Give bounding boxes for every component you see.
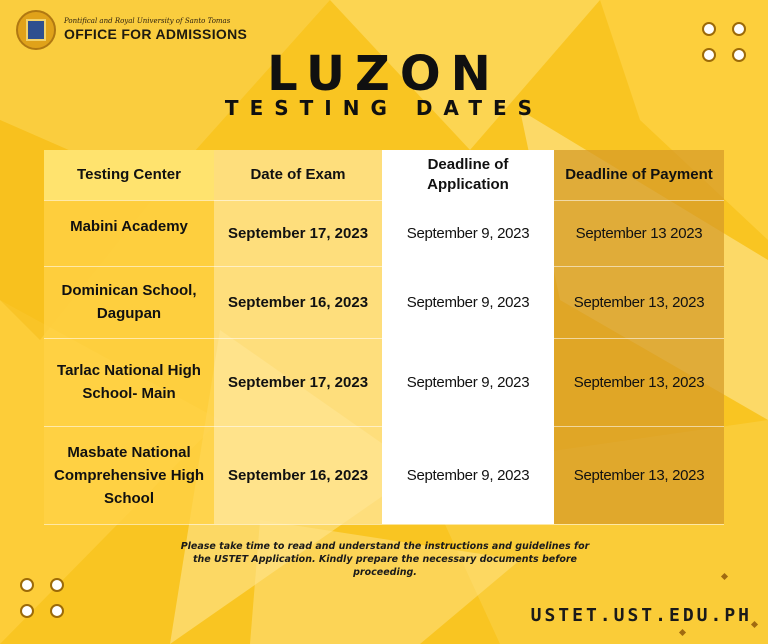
university-name: Pontifical and Royal University of Santo Tomas [64,17,231,25]
table-row [44,266,724,338]
dot-icon [702,22,716,36]
cell-date-of-exam: September 17, 2023 [214,200,382,266]
header-text [64,17,247,43]
office-name: OFFICE FOR ADMISSIONS [64,26,248,42]
ust-seal-logo [16,10,56,50]
dot-icon [732,22,746,36]
table-header-row [44,150,724,200]
header-deadline-application: Deadline of Application [382,150,554,200]
page-title: LUZON [267,46,501,102]
cell-date-of-exam: September 16, 2023 [214,266,382,338]
cell-deadline-application: September 9, 2023 [382,200,554,266]
cell-testing-center: Masbate National Comprehensive High School [44,426,214,524]
header-testing-center: Testing Center [44,150,214,200]
table-row [44,200,724,266]
cell-deadline-application: September 9, 2023 [382,266,554,338]
cell-testing-center: Tarlac National High School- Main [44,338,214,426]
table-row [44,426,724,524]
dot-icon [20,604,34,618]
website-url: USTET.UST.EDU.PH [530,605,752,626]
cell-date-of-exam: September 17, 2023 [214,338,382,426]
cell-deadline-payment: September 13, 2023 [554,426,724,524]
cell-deadline-payment: September 13, 2023 [554,266,724,338]
cell-testing-center: Mabini Academy [44,200,214,266]
dot-icon [50,578,64,592]
cell-deadline-application: September 9, 2023 [382,338,554,426]
cell-date-of-exam: September 16, 2023 [214,426,382,524]
cell-deadline-payment: September 13, 2023 [554,338,724,426]
table-row [44,338,724,426]
dot-icon [20,578,34,592]
testing-dates-table [44,150,724,525]
page-subtitle: TESTING DATES [224,96,544,120]
cell-deadline-payment: September 13 2023 [554,200,724,266]
cell-deadline-application: September 9, 2023 [382,426,554,524]
instructions-note: Please take time to read and understand the instructions and guidelines for the USTET Application. Kindly prepare the necessary documents before proceeding. [180,541,590,578]
header-date-of-exam: Date of Exam [214,150,382,200]
header-deadline-payment: Deadline of Payment [554,150,724,200]
decorative-dots-bottom-left [20,578,64,618]
cell-testing-center: Dominican School, Dagupan [44,266,214,338]
header [16,10,247,50]
dot-icon [50,604,64,618]
seal-shield-icon [26,19,46,41]
